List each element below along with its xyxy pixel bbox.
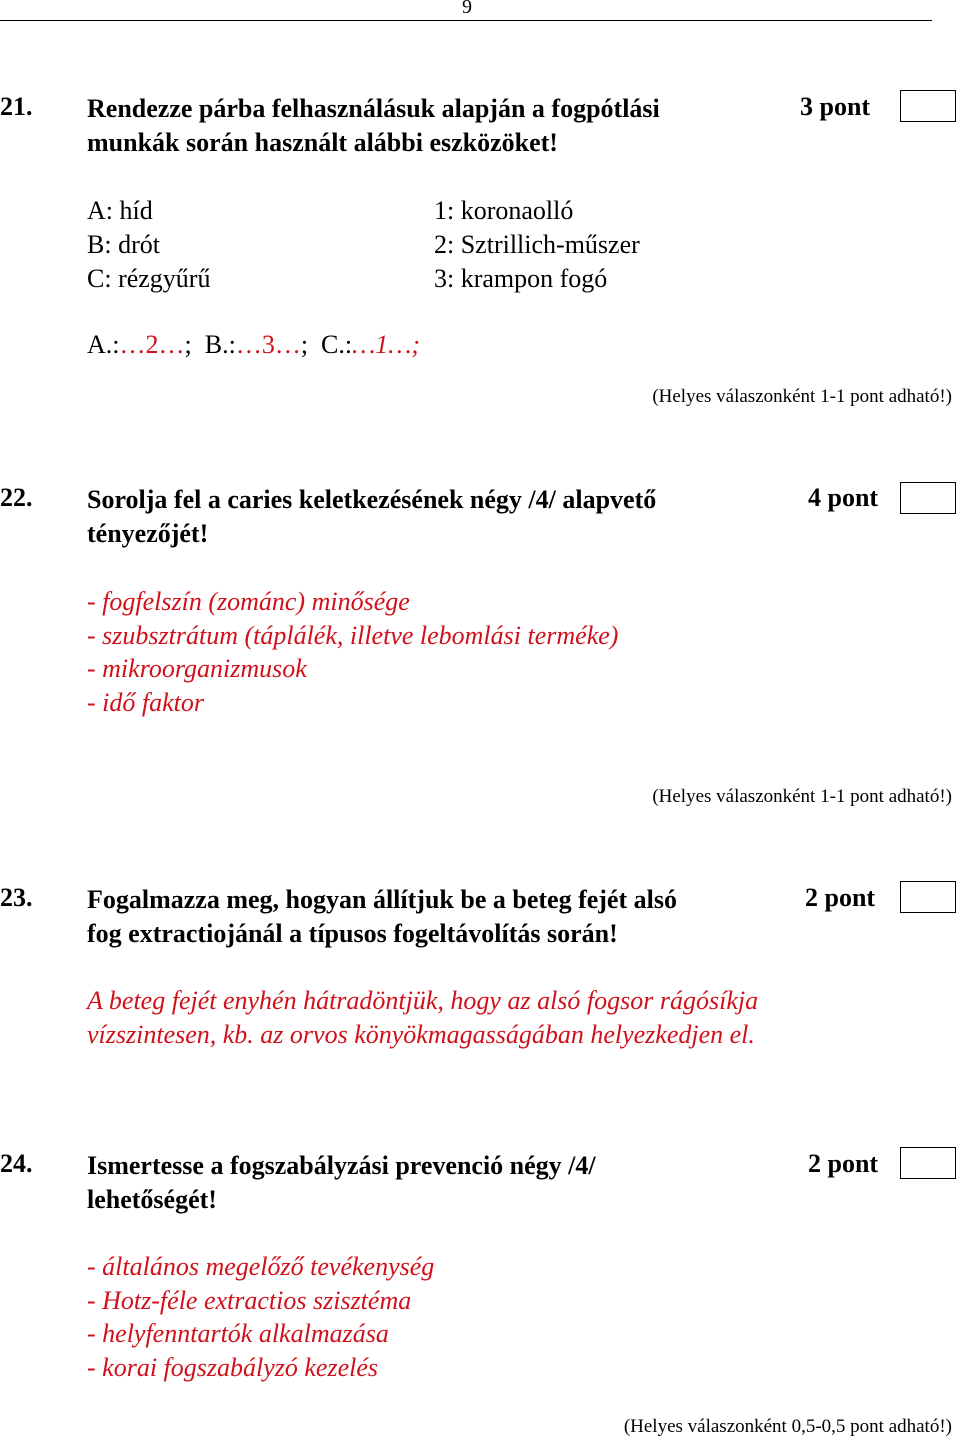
list-item: - helyfenntartók alkalmazása [87, 1319, 389, 1348]
score-box[interactable] [900, 1147, 956, 1179]
list-item: - általános megelőző tevékenység [87, 1252, 435, 1281]
list-item: 3: krampon fogó [434, 264, 608, 293]
header-rule [0, 20, 932, 21]
pairing-answer: A.:…2…; B.:…3…; C.:…1…; [87, 330, 421, 359]
list-item: C: rézgyűrű [87, 264, 211, 293]
answer-text: A beteg fejét enyhén hátradöntjük, hogy az alsó fogsor rágósíkja vízszintesen, kb. az orvos könyökmagasságában helyezkedjen el. [87, 986, 759, 1049]
question-text: Ismertesse a fogszabályzási prevenció négy /4/ lehetőségét! [87, 1151, 596, 1214]
question-number: 22. [0, 483, 33, 512]
question-number: 24. [0, 1149, 33, 1178]
question-text: Sorolja fel a caries keletkezésének négy /4/ alapvető tényezőjét! [87, 485, 657, 548]
page-number: 9 [462, 0, 472, 18]
left-items-list [87, 194, 210, 296]
scoring-note: (Helyes válaszonként 1-1 pont adható!) [652, 786, 952, 807]
scoring-note: (Helyes válaszonként 1-1 pont adható!) [652, 386, 952, 407]
list-item: - szubsztrátum (táplálék, illetve lebomlási terméke) [87, 620, 619, 650]
question-points: 4 pont [808, 483, 879, 512]
question-number: 23. [0, 883, 33, 912]
score-box[interactable] [900, 881, 956, 913]
list-item: - Hotz-féle extractios szisztéma [87, 1285, 412, 1315]
question-text: Rendezze párba felhasználásuk alapján a fogpótlási munkák során használt alábbi eszközöket! [87, 94, 660, 157]
list-item: - fogfelszín (zománc) minősége [87, 587, 410, 616]
score-box[interactable] [900, 482, 956, 514]
scoring-note: (Helyes válaszonként 0,5-0,5 pont adható!) [623, 1416, 952, 1437]
list-item: 2: Sztrillich-műszer [434, 230, 640, 259]
score-box[interactable] [900, 90, 956, 122]
question-points: 2 pont [808, 1149, 879, 1178]
list-item: 1: koronaolló [434, 196, 574, 225]
answer-list [87, 1250, 434, 1384]
right-items-list [434, 194, 640, 296]
list-item: - korai fogszabályzó kezelés [87, 1352, 379, 1382]
list-item: - idő faktor [87, 687, 204, 717]
list-item: - mikroorganizmusok [87, 654, 307, 683]
question-number: 21. [0, 92, 33, 121]
answer-list [87, 585, 618, 719]
question-points: 2 pont [805, 883, 876, 912]
list-item: B: drót [87, 230, 160, 259]
list-item: A: híd [87, 196, 153, 225]
question-text: Fogalmazza meg, hogyan állítjuk be a beteg fejét alsó fog extractiojánál a típusos fogeltávolítás során! [87, 885, 677, 948]
question-points: 3 pont [800, 92, 871, 121]
